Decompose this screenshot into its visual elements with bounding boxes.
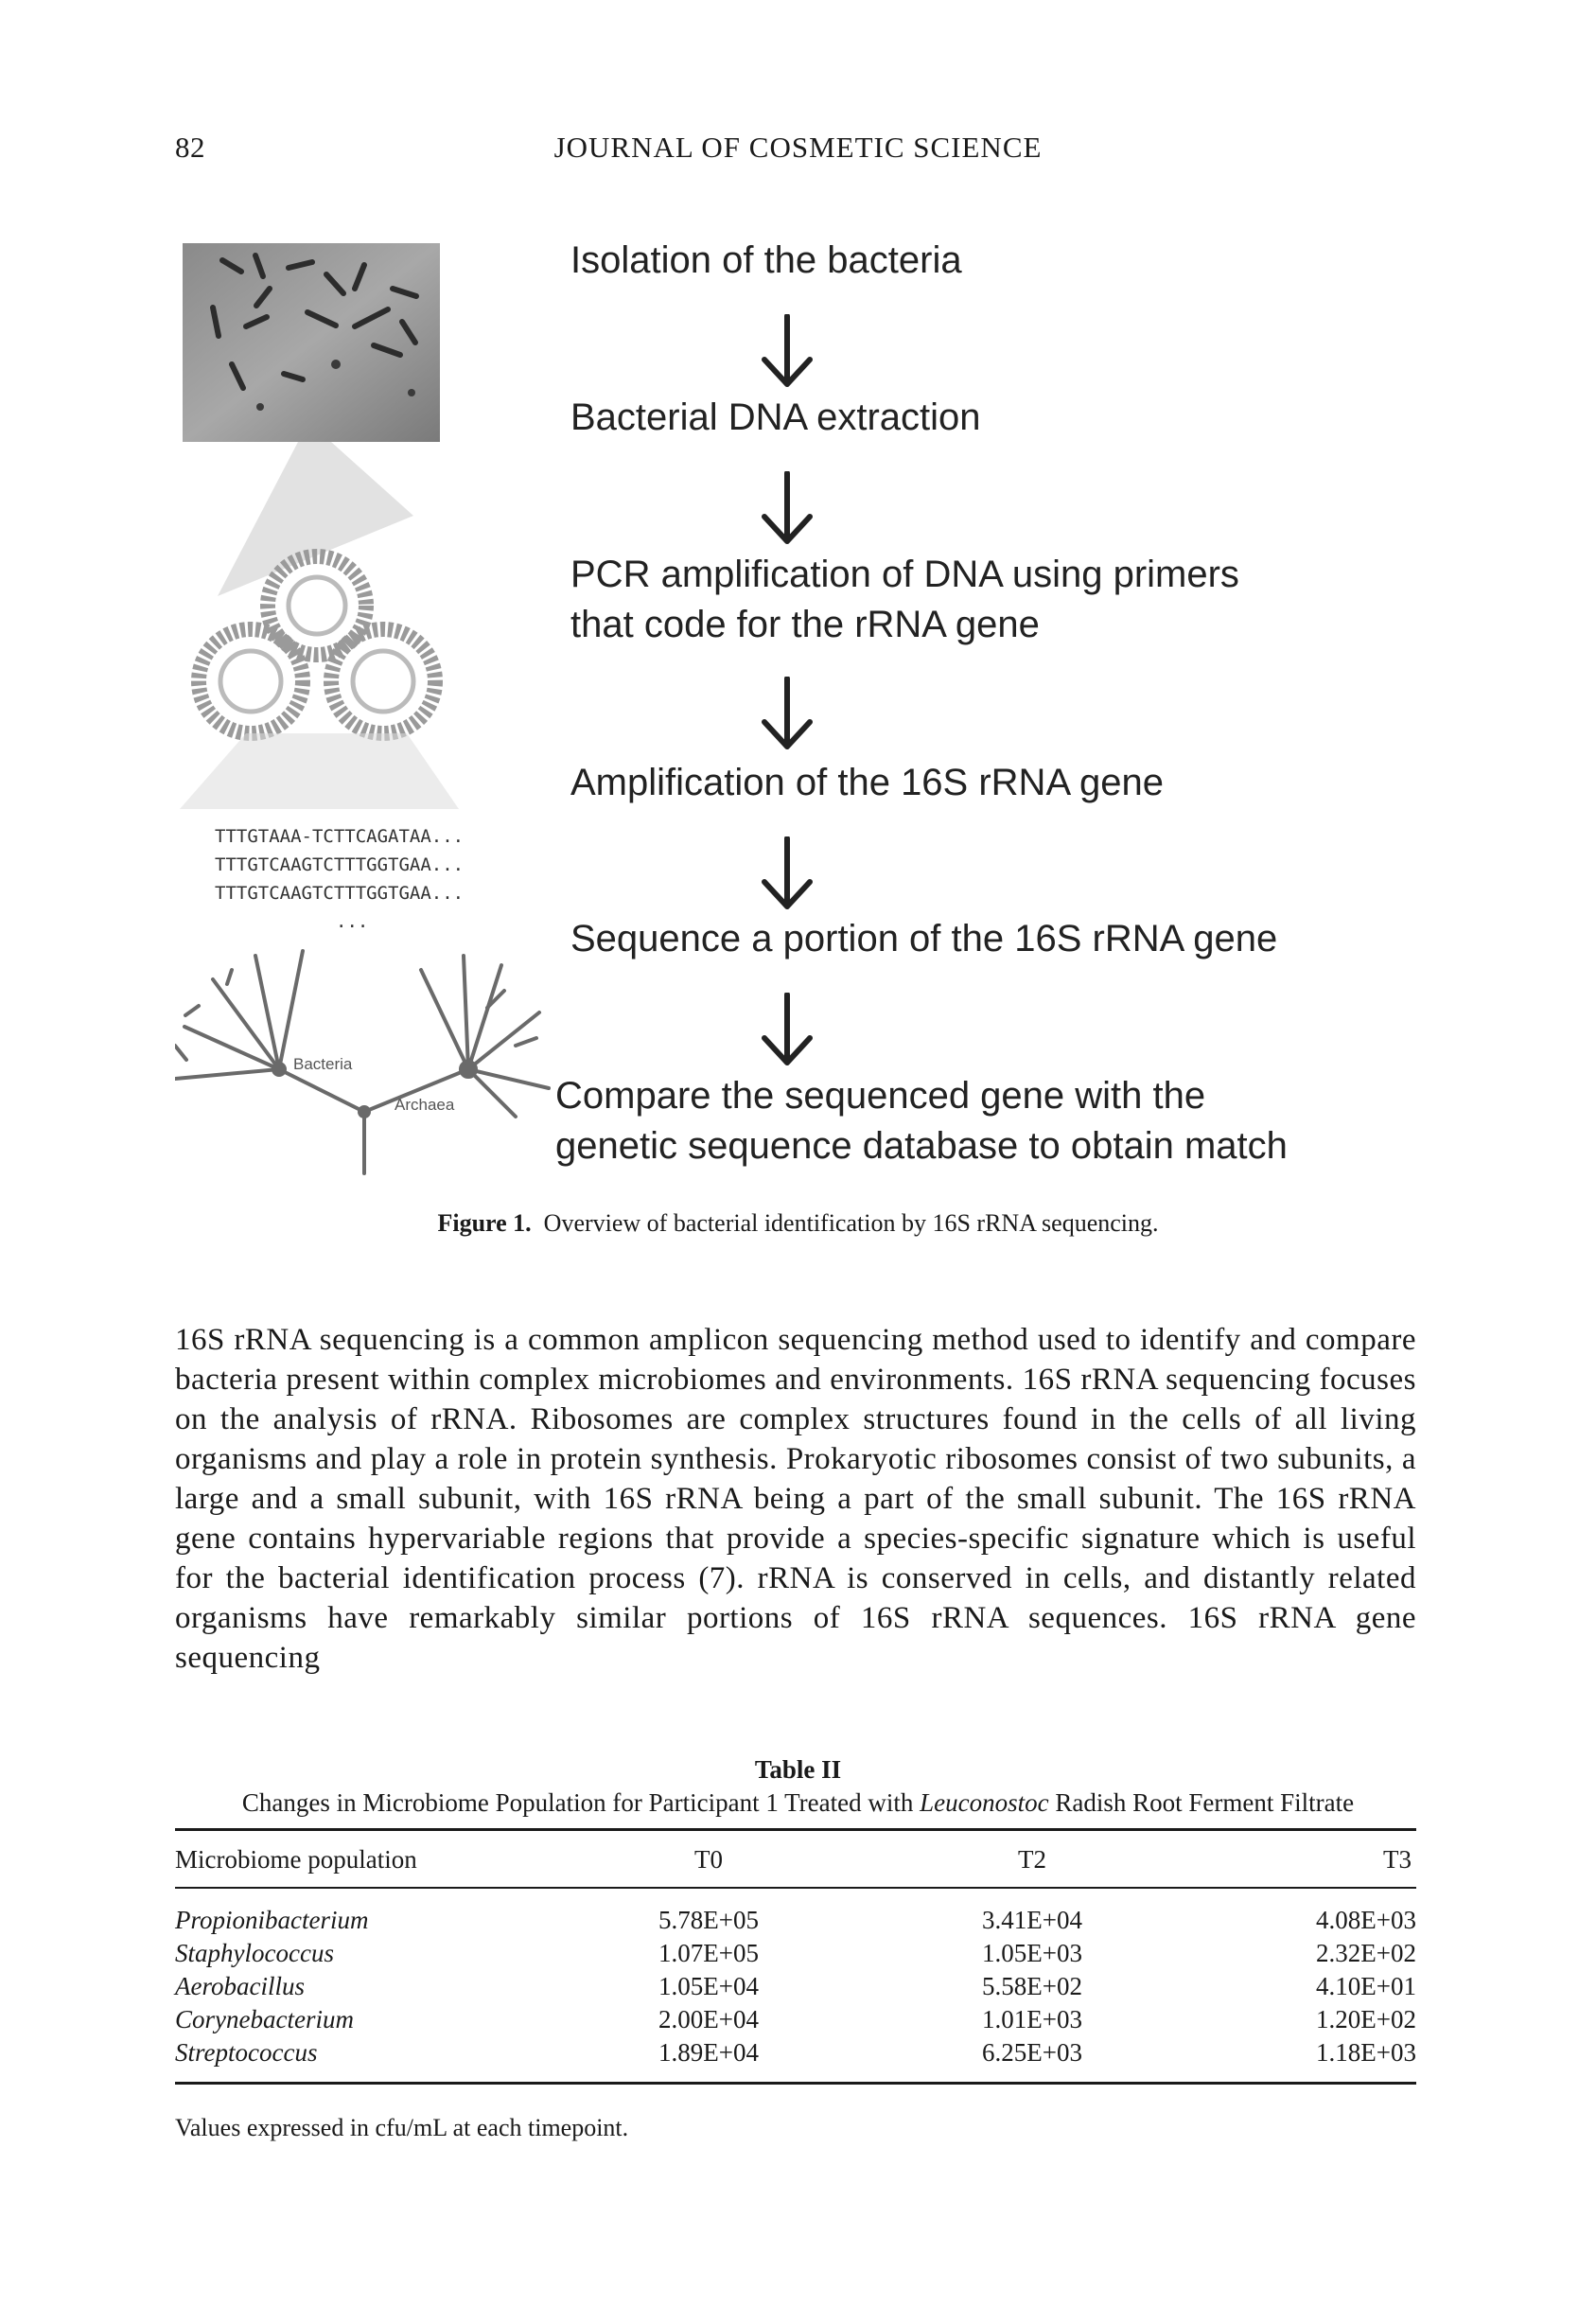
table-caption-text: Changes in Microbiome Population for Participant 1 Treated with [241,1788,921,1817]
cell-population: Propionibacterium [175,1906,369,1934]
cell-t0: 2.00E+04 [658,2005,759,2033]
cell-t0: 1.89E+04 [658,2038,759,2067]
table-header-rule [175,1887,1416,1889]
cell-t2: 6.25E+03 [982,2038,1082,2067]
down-arrow-icon [759,836,816,912]
down-arrow-icon [759,677,816,752]
sequence-line: TTTGTCAAGTCTTTGGTGAA... [215,883,465,904]
cell-t3: 4.08E+03 [1316,1906,1416,1934]
cell-t3: 4.10E+01 [1316,1972,1416,2000]
column-header-t3: T3 [1383,1845,1412,1874]
step-16s-amplification: Amplification of the 16S rRNA gene [570,762,1165,803]
column-header-population: Microbiome population [175,1845,417,1874]
sequence-text [215,826,464,932]
cell-population: Staphylococcus [175,1939,334,1967]
figure-caption-text: Overview of bacterial identification by 16S rRNA sequencing. [543,1209,1159,1237]
cell-t3: 1.18E+03 [1316,2038,1416,2067]
cell-t2: 3.41E+04 [982,1906,1082,1934]
cell-t2: 5.58E+02 [982,1972,1082,2000]
step-isolation: Isolation of the bacteria [570,239,962,281]
step-compare-database: Compare the sequenced gene with the genetic sequence database to obtain match [555,1075,1288,1167]
cell-t3: 1.20E+02 [1316,2005,1416,2033]
cell-population: Streptococcus [175,2038,318,2067]
figure-caption-label: Figure 1. [437,1209,532,1237]
cell-t2: 1.05E+03 [982,1939,1082,1967]
sequence-line: ... [336,911,369,932]
column-header-t2: T2 [1018,1845,1046,1874]
sequence-line: TTTGTAAA-TCTTCAGATAA... [215,826,465,847]
micrograph-image [183,243,440,442]
down-arrow-icon [759,471,816,547]
step-sequence-portion: Sequence a portion of the 16S rRNA gene [570,918,1278,959]
cell-t0: 1.05E+04 [658,1972,759,2000]
cell-t0: 1.07E+05 [658,1939,759,1967]
step-dna-extraction: Bacterial DNA extraction [570,396,981,438]
body-paragraph: 16S rRNA sequencing is a common amplicon sequencing method used to identify and compare bacteria present within complex microbiomes and environments. 16S rRNA sequencing focuses on the analysis of rRNA. Ribosomes are complex structures found in the cells of all living organisms and play a role in protein synthesis. Prokaryotic ribosomes consist of two subunits, a large and a small subunit, with 16S rRNA being a part of the small subunit. The 16S rRNA gene contains hypervariable regions that provide a species-specific signature which is useful for the bacterial identification process (7). rRNA is conserved in cells, and distantly related organisms have remarkably similar portions of 16S rRNA sequences. 16S rRNA gene sequencing [175,1323,1416,1675]
sequence-line: TTTGTCAAGTCTTTGGTGAA... [215,854,465,875]
figure-1 [175,222,1414,1183]
cell-t3: 2.32E+02 [1316,1939,1416,1967]
cell-population: Aerobacillus [175,1972,305,2000]
phylogenetic-tree [175,951,549,1173]
cell-t0: 5.78E+05 [658,1906,759,1934]
table-caption-genus: Leuconostoc [920,1788,1049,1817]
step-pcr-amplification: PCR amplification of DNA using primers that code for the rRNA gene [570,554,1239,645]
table-top-rule [175,1828,1416,1831]
figure-caption [0,1209,1596,1238]
column-header-t0: T0 [694,1845,723,1874]
figure-illustration [175,222,553,1183]
tree-label-archaea: Archaea [395,1096,455,1114]
table-bottom-rule [175,2082,1416,2085]
down-arrow-icon [759,993,816,1068]
table-caption-text-end: Radish Root Ferment Filtrate [1048,1788,1355,1817]
table-note: Values expressed in cfu/mL at each timepoint. [175,2114,629,2141]
page-number: 82 [175,131,205,164]
journal-title: JOURNAL OF COSMETIC SCIENCE [553,131,1043,164]
tree-label-bacteria: Bacteria [293,1055,353,1073]
down-arrow-icon [759,314,816,390]
table-caption [0,1788,1596,1818]
table-label: Table II [754,1755,842,1784]
cell-t2: 1.01E+03 [982,2005,1082,2033]
cell-population: Corynebacterium [175,2005,354,2033]
